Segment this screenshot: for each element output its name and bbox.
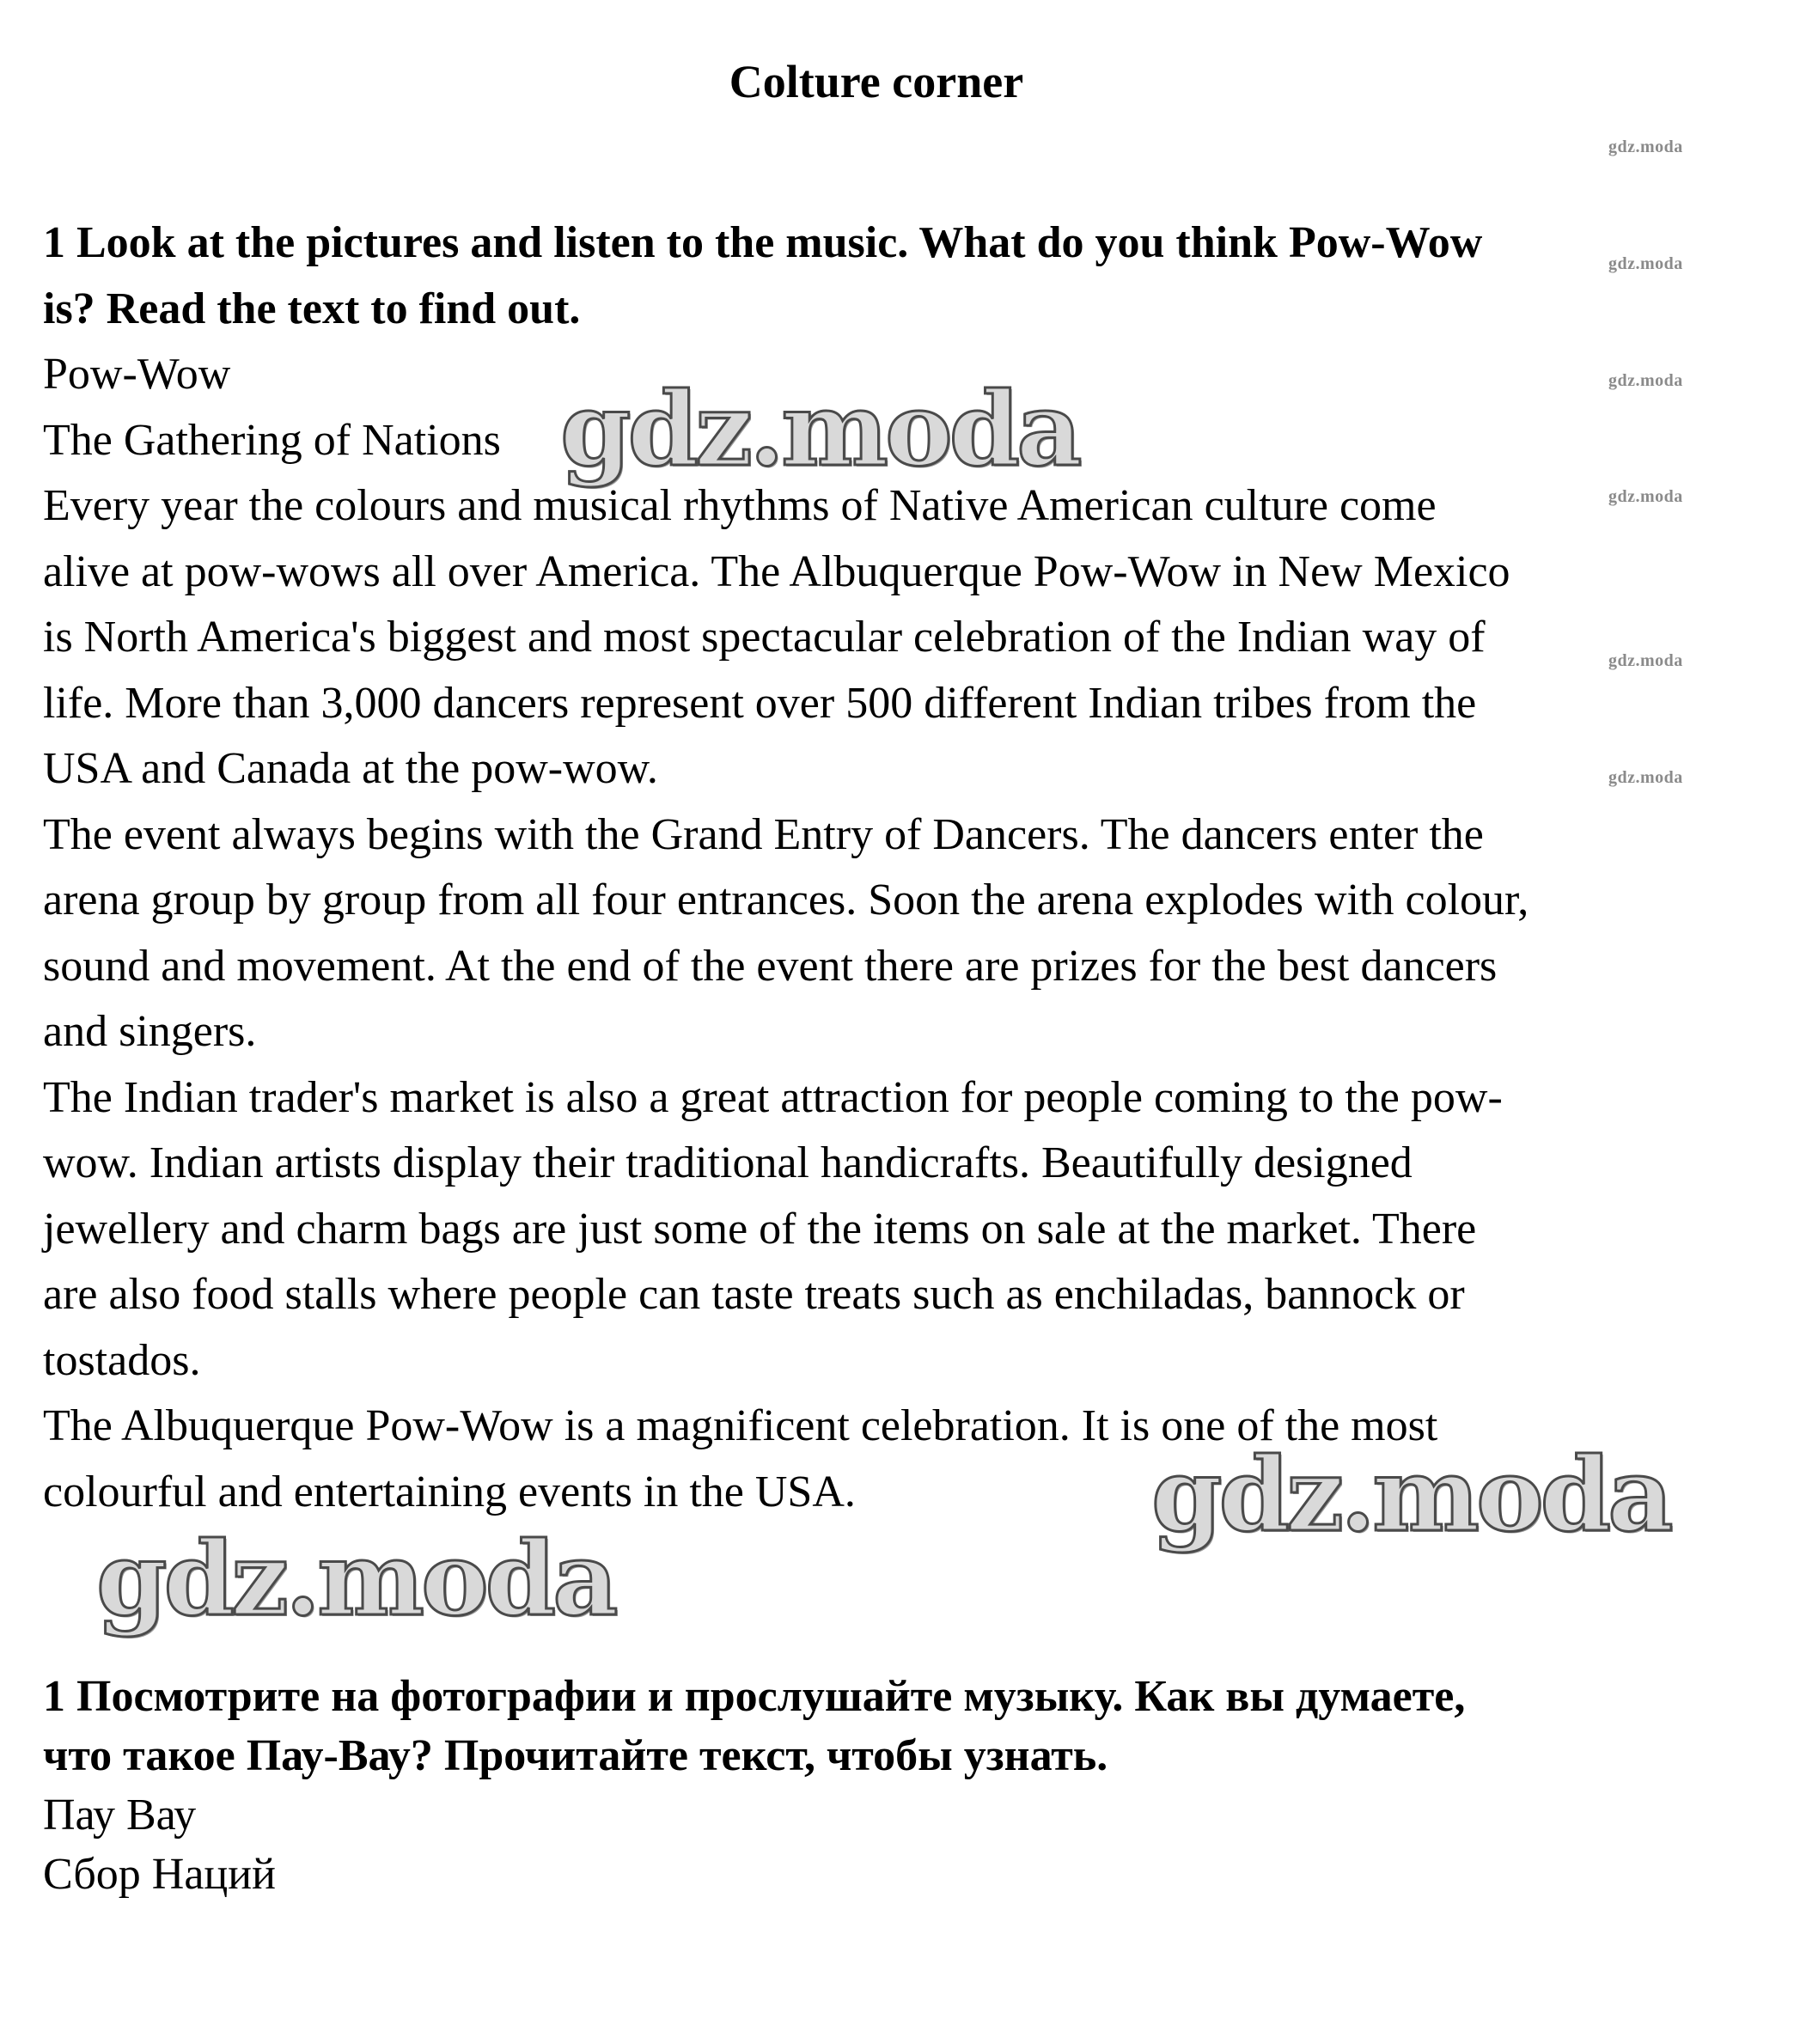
watermark-small: gdz.moda [1608, 487, 1683, 506]
text-line: The Indian trader's market is also a great attraction for people coming to the pow- [43, 1072, 1503, 1122]
text-heading: Pow-Wow [43, 350, 231, 399]
text-line: wow. Indian artists display their traditional handicrafts. Beautifully designed [43, 1138, 1413, 1187]
watermark-small: gdz.moda [1608, 137, 1683, 156]
text-line: Every year the colours and musical rhythms of Native American culture come [43, 481, 1437, 530]
text-line: The event always begins with the Grand Entry of Dancers. The dancers enter the [43, 809, 1484, 859]
ru-text-subheading: Сбор Наций [43, 1850, 276, 1899]
text-line: jewellery and charm bags are just some of the items on sale at the market. There [43, 1204, 1477, 1254]
text-line: arena group by group from all four entrances. Soon the arena explodes with colour, [43, 876, 1529, 924]
watermark-large: gdz.moda [96, 1519, 615, 1638]
ru-task-line-2: что такое Пау-Вау? Прочитайте текст, чтобы узнать. [43, 1731, 1108, 1780]
text-line: tostados. [43, 1335, 201, 1385]
watermark-large: gdz.moda [1151, 1435, 1670, 1554]
ru-task-line-1: 1 Посмотрите на фотографии и прослушайте музыку. Как вы думаете, [43, 1672, 1466, 1721]
watermark-small: gdz.moda [1608, 371, 1683, 390]
page-title: Colture corner [729, 56, 1024, 107]
text-line: The Albuquerque Pow-Wow is a magnificent celebration. It is one of the most [43, 1401, 1438, 1450]
ru-text-heading: Пау Вау [43, 1791, 197, 1840]
russian-section [43, 1667, 1718, 1904]
text-line: and singers. [43, 1007, 257, 1056]
text-line: colourful and entertaining events in the USA. [43, 1467, 856, 1516]
text-line: alive at pow-wows all over America. The Albuquerque Pow-Wow in New Mexico [43, 546, 1510, 596]
text-line: sound and movement. At the end of the event there are prizes for the best dancers [43, 941, 1498, 991]
watermark-large: gdz.moda [560, 369, 1079, 489]
text-line: USA and Canada at the pow-wow. [43, 744, 658, 793]
text-line: are also food stalls where people can taste treats such as enchiladas, bannock or [43, 1270, 1465, 1319]
text-subheading: The Gathering of Nations [43, 415, 501, 465]
task-line-1: 1 Look at the pictures and listen to the music. What do you think Pow-Wow [43, 218, 1483, 267]
task-line-2: is? Read the text to find out. [43, 284, 581, 333]
text-line: life. More than 3,000 dancers represent over 500 different Indian tribes from the [43, 678, 1477, 728]
text-line: is North America's biggest and most spectacular celebration of the Indian way of [43, 613, 1486, 662]
watermark-small: gdz.moda [1608, 768, 1683, 787]
watermark-small: gdz.moda [1608, 254, 1683, 273]
watermark-small: gdz.moda [1608, 651, 1683, 670]
